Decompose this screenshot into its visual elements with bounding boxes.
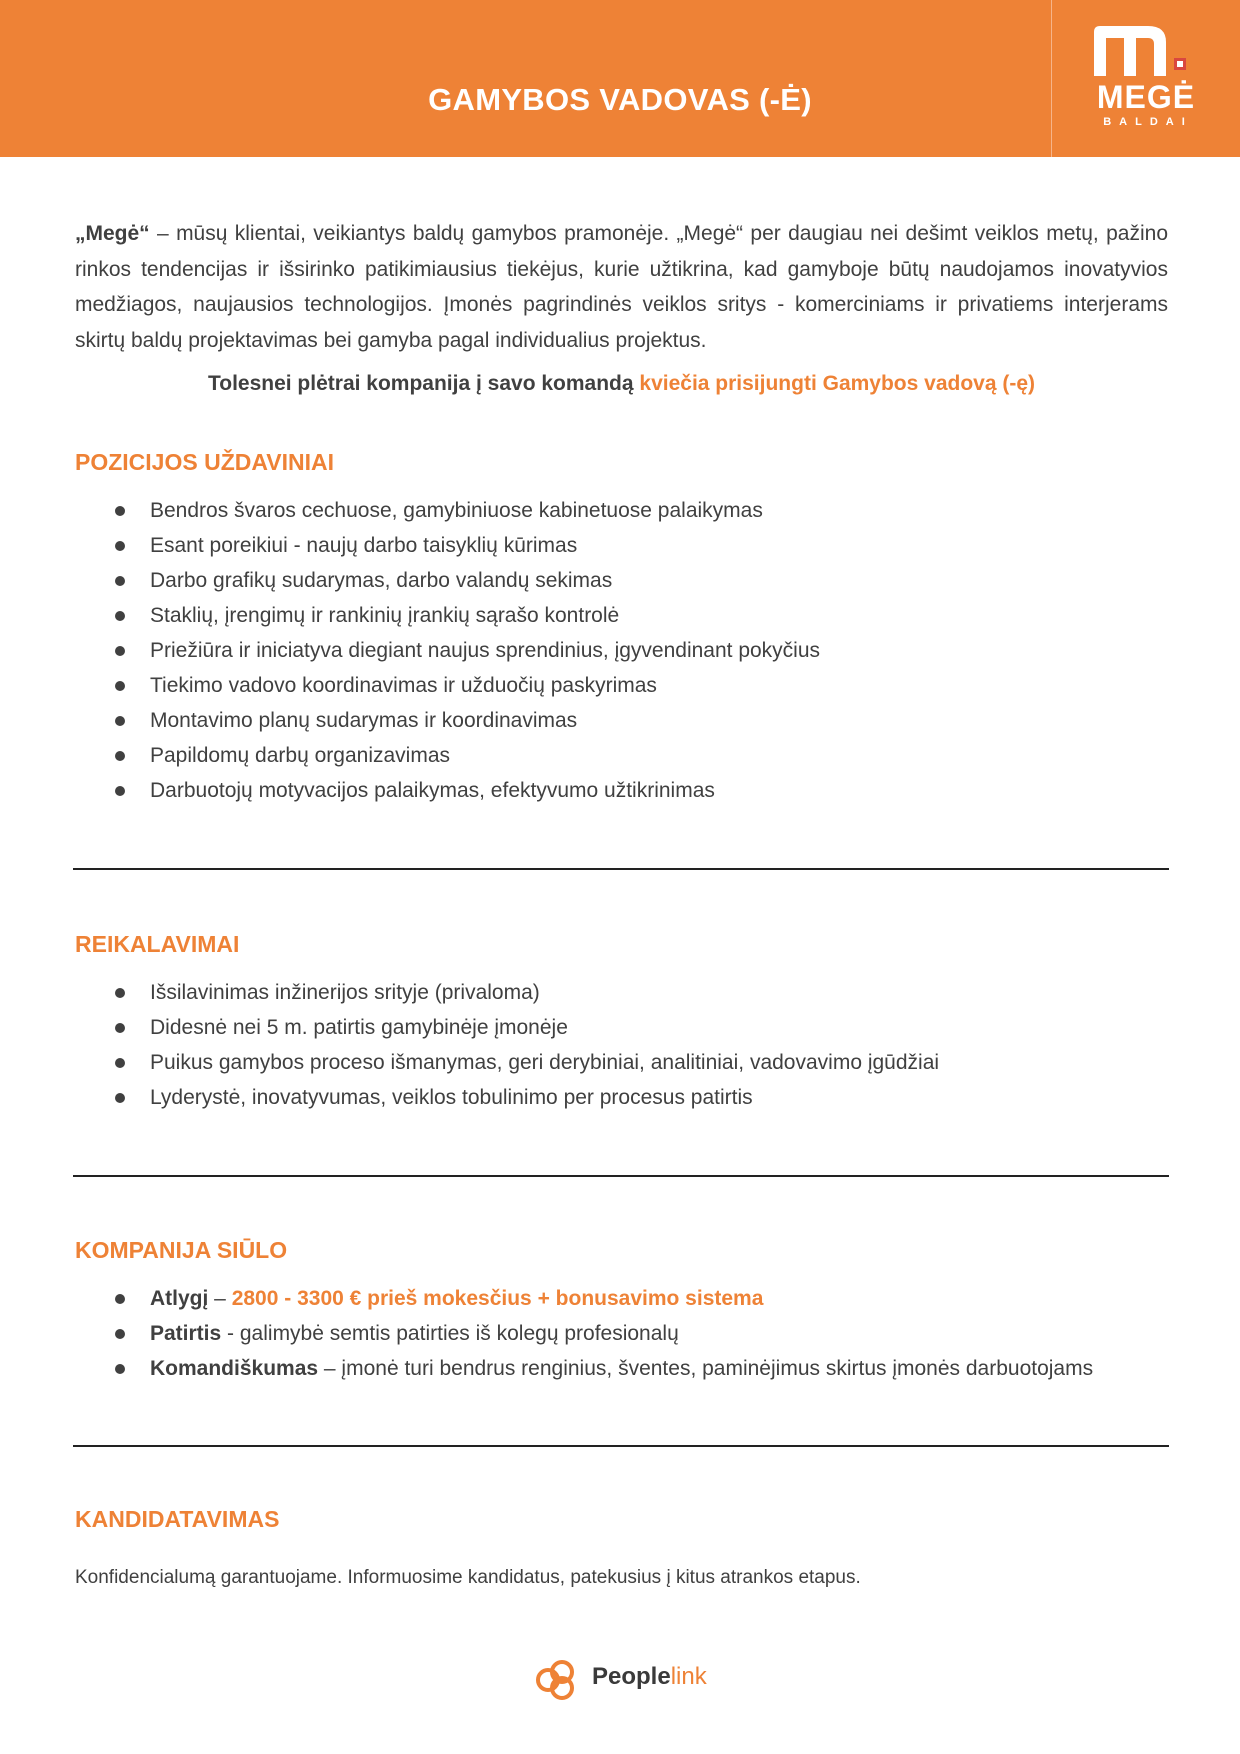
bullet-icon xyxy=(115,716,125,726)
invite-line xyxy=(75,372,1168,396)
peoplelink-main: People xyxy=(592,1663,671,1690)
task-item-text: Darbo grafikų sudarymas, darbo valandų sekimas xyxy=(150,569,613,592)
offer-item xyxy=(75,1351,1093,1386)
bullet-icon xyxy=(115,1058,125,1068)
task-item-text: Bendros švaros cechuose, gamybiniuose kabinetuose palaikymas xyxy=(150,499,763,522)
mege-logo-mark-icon xyxy=(1070,20,1230,82)
intro-text: mūsų klientai, veikiantys baldų gamybos pramonėje. „Megė“ per daugiau nei dešimt veiklos metų, pažino rinkos tendencijas ir išsirinko patikimiausius tiekėjus, kurie užtikrina, kad gamyboje būtų naudojamos inovatyvios medžiagos, naujausios technologijos. Įmonės pagrindinės veiklos sritys - komerciniams ir privatiems interjerams skirtų baldų projektavimas bei gamyba pagal individualius projektus. xyxy=(75,222,1168,352)
task-item-text: Staklių, įrengimų ir rankinių įrankių sąrašo kontrolė xyxy=(150,604,620,627)
intro-block xyxy=(75,216,1168,395)
offer-item-separator: – xyxy=(208,1287,232,1310)
requirement-item xyxy=(75,1080,939,1115)
bullet-icon xyxy=(115,1294,125,1304)
logo-subtitle: BALDAI xyxy=(1103,116,1193,128)
bullet-icon xyxy=(115,646,125,656)
requirement-item-text: Lyderystė, inovatyvumas, veiklos tobulinimo per procesus patirtis xyxy=(150,1086,753,1109)
peoplelink-logo xyxy=(532,1656,732,1702)
task-item-text: Papildomų darbų organizavimas xyxy=(150,744,450,767)
page-title: GAMYBOS VADOVAS (-Ė) xyxy=(428,82,812,117)
task-item xyxy=(75,633,820,668)
offer-item-label: Atlygį xyxy=(150,1287,209,1310)
requirement-item-text: Puikus gamybos proceso išmanymas, geri derybiniai, analitiniai, vadovavimo įgūdžiai xyxy=(150,1051,940,1074)
section-title-candidacy: KANDIDATAVIMAS xyxy=(75,1506,280,1532)
offer-item-value: įmonė turi bendrus renginius, šventes, paminėjimus skirtus įmonės darbuotojams xyxy=(341,1357,1094,1380)
offer-item-label: Patirtis xyxy=(150,1322,222,1345)
task-item-text: Priežiūra ir iniciatyva diegiant naujus sprendinius, įgyvendinant pokyčius xyxy=(150,639,821,662)
requirement-item-text: Išsilavinimas inžinerijos srityje (privaloma) xyxy=(150,981,540,1004)
bullet-icon xyxy=(115,506,125,516)
task-item xyxy=(75,493,820,528)
offer-item xyxy=(75,1281,1093,1316)
task-item xyxy=(75,528,820,563)
offer-list xyxy=(75,1281,1093,1386)
task-item-text: Montavimo planų sudarymas ir koordinavimas xyxy=(150,709,578,732)
requirement-item xyxy=(75,1010,939,1045)
requirement-item xyxy=(75,1045,939,1080)
divider-3 xyxy=(73,1445,1169,1447)
offer-item-separator: - xyxy=(221,1322,240,1345)
invite-prefix: Tolesnei plėtrai kompanija į savo komandą xyxy=(207,372,640,395)
bullet-icon xyxy=(115,1364,125,1374)
bullet-icon xyxy=(115,1329,125,1339)
peoplelink-accent: link xyxy=(670,1663,707,1690)
company-name: „Megė“ xyxy=(75,222,150,245)
intro-paragraph xyxy=(75,216,1168,358)
task-item xyxy=(75,563,820,598)
task-item xyxy=(75,703,820,738)
peoplelink-knot-icon xyxy=(532,1656,580,1702)
task-item-text: Tiekimo vadovo koordinavimas ir užduočių paskyrimas xyxy=(150,674,657,697)
section-title-offer: KOMPANIJA SIŪLO xyxy=(75,1237,288,1263)
task-item xyxy=(75,773,820,808)
bullet-icon xyxy=(115,576,125,586)
header-divider xyxy=(1051,0,1052,157)
bullet-icon xyxy=(115,611,125,621)
bullet-icon xyxy=(115,988,125,998)
task-item-text: Darbuotojų motyvacijos palaikymas, efektyvumo užtikrinimas xyxy=(150,779,715,802)
task-item-text: Esant poreikiui - naujų darbo taisyklių kūrimas xyxy=(150,534,578,557)
bullet-icon xyxy=(115,751,125,761)
tasks-list xyxy=(75,493,820,808)
offer-item-separator: – xyxy=(318,1357,342,1380)
bullet-icon xyxy=(115,541,125,551)
invite-highlight: kviečia prisijungti Gamybos vadovą (-ę) xyxy=(639,372,1036,395)
task-item xyxy=(75,738,820,773)
divider-2 xyxy=(73,1175,1169,1177)
bullet-icon xyxy=(115,1023,125,1033)
offer-item xyxy=(75,1316,1093,1351)
offer-item-value: galimybė semtis patirties iš kolegų profesionalų xyxy=(239,1322,679,1345)
bullet-icon xyxy=(115,681,125,691)
bullet-icon xyxy=(115,786,125,796)
bullet-icon xyxy=(115,1093,125,1103)
mege-logo xyxy=(1070,20,1230,140)
section-title-requirements: REIKALAVIMAI xyxy=(75,931,240,957)
candidacy-text: Konfidencialumą garantuojame. Informuosime kandidatus, patekusius į kitus atrankos etapus. xyxy=(75,1567,861,1588)
offer-item-value: 2800 - 3300 € prieš mokesčius + bonusavimo sistema xyxy=(231,1287,764,1310)
task-item xyxy=(75,598,820,633)
intro-dash: – xyxy=(149,222,177,245)
task-item xyxy=(75,668,820,703)
peoplelink-wordmark xyxy=(592,1663,707,1691)
requirements-list xyxy=(75,975,939,1115)
section-title-tasks: POZICIJOS UŽDAVINIAI xyxy=(75,449,334,475)
logo-wordmark: MEGĖ xyxy=(1096,79,1196,115)
divider-1 xyxy=(73,868,1169,870)
requirement-item xyxy=(75,975,939,1010)
offer-item-label: Komandiškumas xyxy=(150,1357,319,1380)
requirement-item-text: Didesnė nei 5 m. patirtis gamybinėje įmonėje xyxy=(150,1016,568,1039)
